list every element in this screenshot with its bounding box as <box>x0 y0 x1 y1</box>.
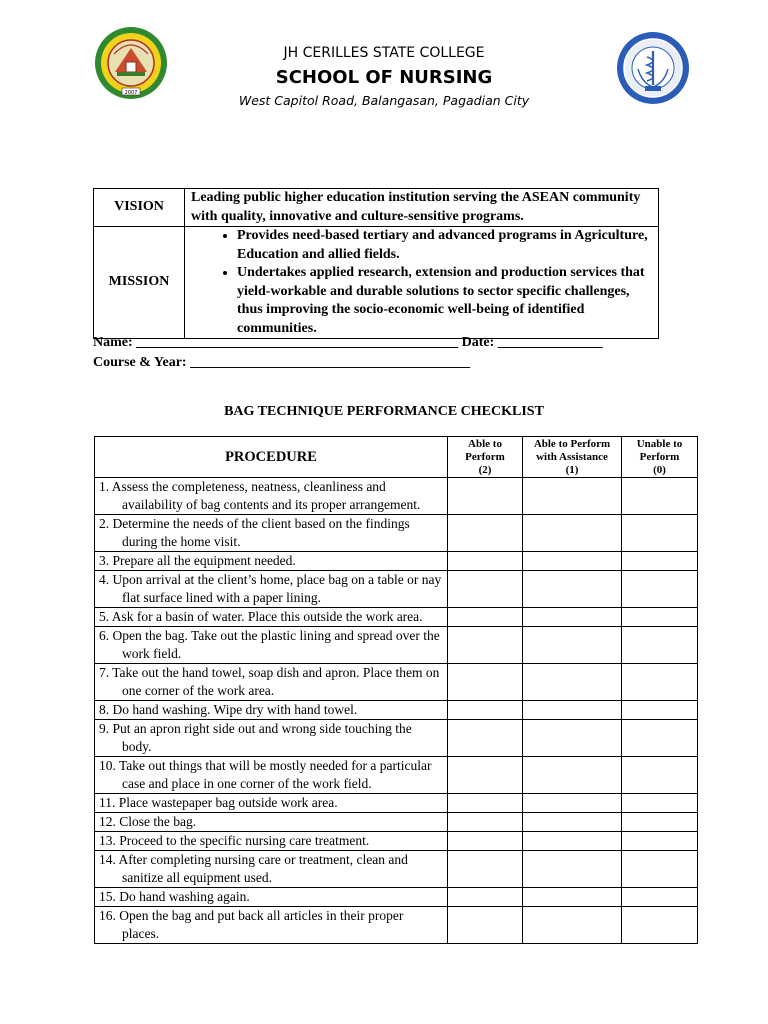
procedure-step <box>95 515 448 552</box>
procedure-step-text: 4. Upon arrival at the client’s home, place bag on a table or nay flat surface lined with a paper lining. <box>99 572 442 605</box>
mission-item: • Undertakes applied research, extension and production services that yield-workable and durable solutions to sector specific challenges, thus improving the socio-economic well-being of identified communities. <box>237 264 652 338</box>
rating-cell-able[interactable] <box>448 720 523 757</box>
rating-cell-assist[interactable] <box>523 478 622 515</box>
svg-text:2007: 2007 <box>124 90 138 96</box>
checklist-row <box>95 552 698 571</box>
rating-cell-unable[interactable] <box>622 608 698 627</box>
rating-cell-assist[interactable] <box>523 794 622 813</box>
mission-list-cell <box>185 227 659 339</box>
rating-cell-able[interactable] <box>448 627 523 664</box>
rating-cell-assist[interactable] <box>523 552 622 571</box>
procedure-step-text: 13. Proceed to the specific nursing care treatment. <box>99 833 370 848</box>
rating-cell-able[interactable] <box>448 832 523 851</box>
procedure-step <box>95 478 448 515</box>
rating-cell-able[interactable] <box>448 794 523 813</box>
rating-cell-assist[interactable] <box>523 627 622 664</box>
procedure-step-text: 10. Take out things that will be mostly needed for a particular case and place in one corner of the work field. <box>99 758 432 791</box>
procedure-step-text: 5. Ask for a basin of water. Place this outside the work area. <box>99 609 423 624</box>
checklist-row <box>95 608 698 627</box>
rating-cell-unable[interactable] <box>622 907 698 944</box>
rating-cell-able[interactable] <box>448 757 523 794</box>
procedure-column-header: PROCEDURE <box>95 437 448 478</box>
rating-cell-assist[interactable] <box>523 907 622 944</box>
procedure-step <box>95 608 448 627</box>
rating-cell-assist[interactable] <box>523 813 622 832</box>
name-date-field[interactable]: Name: ______________________________________________ Date: _______________ <box>93 335 603 350</box>
procedure-step-text: 14. After completing nursing care or treatment, clean and sanitize all equipment used. <box>99 852 408 885</box>
vision-mission-table <box>93 188 659 339</box>
vision-text: Leading public higher education institution serving the ASEAN community with quality, innovative and culture-sensitive programs. <box>185 189 659 227</box>
procedure-step-text: 12. Close the bag. <box>99 814 197 829</box>
procedure-step <box>95 813 448 832</box>
rating-cell-unable[interactable] <box>622 851 698 888</box>
checklist-body <box>95 478 698 944</box>
rating-cell-able[interactable] <box>448 907 523 944</box>
rating-cell-assist[interactable] <box>523 608 622 627</box>
rating-cell-able[interactable] <box>448 813 523 832</box>
school-name: SCHOOL OF NURSING <box>275 67 493 88</box>
procedure-step <box>95 907 448 944</box>
rating-cell-assist[interactable] <box>523 888 622 907</box>
procedure-step-text: 16. Open the bag and put back all articles in their proper places. <box>99 908 404 941</box>
procedure-step <box>95 720 448 757</box>
procedure-step <box>95 794 448 813</box>
rating-cell-unable[interactable] <box>622 813 698 832</box>
rating-cell-assist[interactable] <box>523 664 622 701</box>
procedure-step <box>95 757 448 794</box>
rating-cell-assist[interactable] <box>523 720 622 757</box>
checklist-row <box>95 664 698 701</box>
rating-cell-unable[interactable] <box>622 720 698 757</box>
checklist-row <box>95 720 698 757</box>
rating-cell-assist[interactable] <box>523 701 622 720</box>
rating-cell-unable[interactable] <box>622 478 698 515</box>
procedure-step <box>95 664 448 701</box>
checklist-row <box>95 813 698 832</box>
rating-cell-unable[interactable] <box>622 888 698 907</box>
rating-cell-assist[interactable] <box>523 515 622 552</box>
checklist-row <box>95 701 698 720</box>
procedure-step-text: 15. Do hand washing again. <box>99 889 250 904</box>
rating-cell-assist[interactable] <box>523 851 622 888</box>
rating-cell-able[interactable] <box>448 478 523 515</box>
procedure-step <box>95 832 448 851</box>
rating-cell-able[interactable] <box>448 664 523 701</box>
course-year-field[interactable]: Course & Year: ________________________________________ <box>93 355 471 370</box>
rating-cell-unable[interactable] <box>622 664 698 701</box>
rating-cell-assist[interactable] <box>523 832 622 851</box>
college-name: JH CERILLES STATE COLLEGE <box>283 45 485 61</box>
checklist-row <box>95 571 698 608</box>
rating-cell-assist[interactable] <box>523 757 622 794</box>
rating-cell-able[interactable] <box>448 851 523 888</box>
rating-cell-assist[interactable] <box>523 571 622 608</box>
procedure-step <box>95 701 448 720</box>
procedure-step <box>95 552 448 571</box>
procedure-step <box>95 571 448 608</box>
rating-cell-unable[interactable] <box>622 515 698 552</box>
assist-column-header: Able to Perform with Assistance (1) <box>523 437 622 478</box>
college-address: West Capitol Road, Balangasan, Pagadian City <box>238 93 530 108</box>
rating-cell-unable[interactable] <box>622 757 698 794</box>
checklist-row <box>95 627 698 664</box>
procedure-step <box>95 627 448 664</box>
college-seal-logo <box>92 26 170 100</box>
mission-list <box>191 227 652 338</box>
rating-cell-able[interactable] <box>448 608 523 627</box>
procedure-step <box>95 851 448 888</box>
procedure-step-text: 2. Determine the needs of the client based on the findings during the home visit. <box>99 516 410 549</box>
performance-checklist-table <box>94 436 698 944</box>
procedure-step-text: 7. Take out the hand towel, soap dish and apron. Place them on one corner of the work area. <box>99 665 440 698</box>
rating-cell-unable[interactable] <box>622 832 698 851</box>
procedure-step-text: 6. Open the bag. Take out the plastic lining and spread over the work field. <box>99 628 440 661</box>
able-column-header: Able to Perform (2) <box>448 437 523 478</box>
checklist-row <box>95 515 698 552</box>
rating-cell-able[interactable] <box>448 571 523 608</box>
checklist-row <box>95 832 698 851</box>
checklist-row <box>95 888 698 907</box>
rating-cell-unable[interactable] <box>622 627 698 664</box>
rating-cell-able[interactable] <box>448 701 523 720</box>
vision-label: VISION <box>94 189 185 227</box>
checklist-row <box>95 794 698 813</box>
rating-cell-able[interactable] <box>448 515 523 552</box>
mission-label: MISSION <box>94 227 185 339</box>
procedure-step-text: 9. Put an apron right side out and wrong side touching the body. <box>99 721 412 754</box>
rating-cell-unable[interactable] <box>622 552 698 571</box>
procedure-step-text: 1. Assess the completeness, neatness, cleanliness and availability of bag contents and its proper arrangement. <box>99 479 421 512</box>
checklist-row <box>95 907 698 944</box>
procedure-step-text: 11. Place wastepaper bag outside work area. <box>99 795 338 810</box>
checklist-row <box>95 757 698 794</box>
rating-cell-able[interactable] <box>448 552 523 571</box>
checklist-title: BAG TECHNIQUE PERFORMANCE CHECKLIST <box>224 404 544 419</box>
mission-item: • Provides need-based tertiary and advanced programs in Agriculture, Education and allied fields. <box>237 227 652 264</box>
rating-cell-unable[interactable] <box>622 571 698 608</box>
rating-cell-unable[interactable] <box>622 701 698 720</box>
procedure-step-text: 3. Prepare all the equipment needed. <box>99 553 296 568</box>
unable-column-header: Unable to Perform (0) <box>622 437 698 478</box>
procedure-step <box>95 888 448 907</box>
rating-cell-able[interactable] <box>448 888 523 907</box>
procedure-step-text: 8. Do hand washing. Wipe dry with hand towel. <box>99 702 358 717</box>
checklist-row <box>95 478 698 515</box>
rating-cell-unable[interactable] <box>622 794 698 813</box>
checklist-row <box>95 851 698 888</box>
